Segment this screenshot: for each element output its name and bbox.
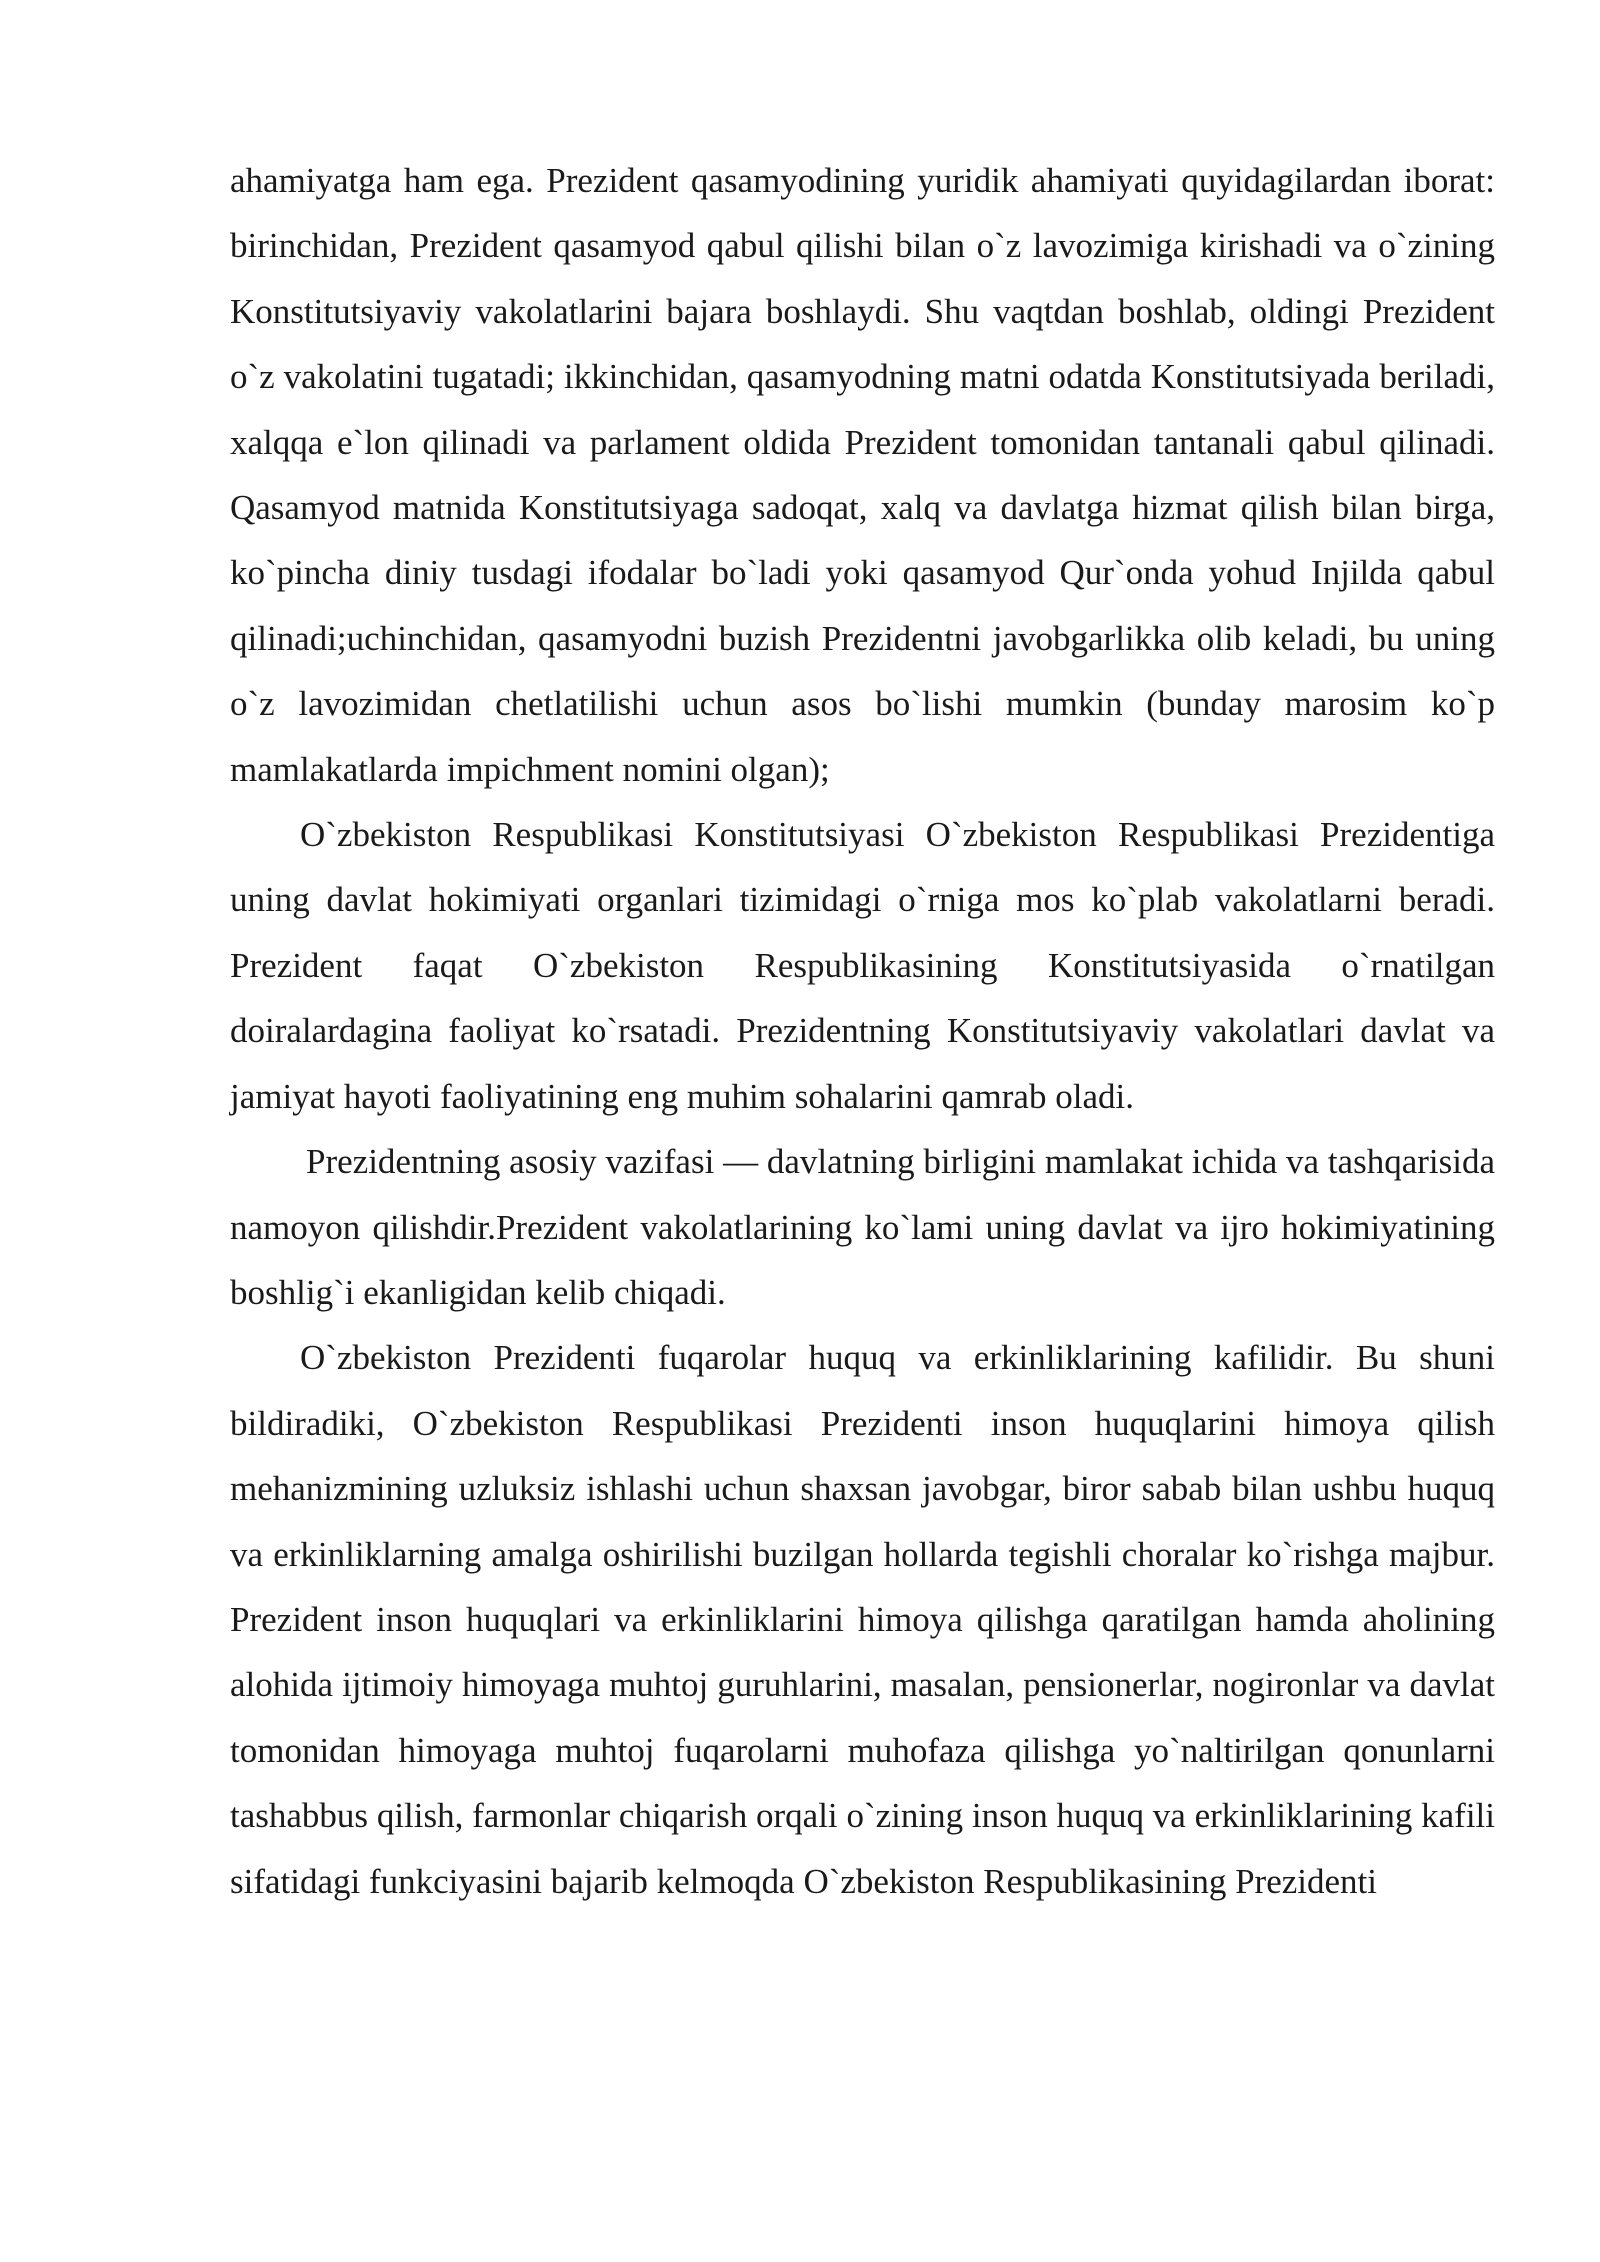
- paragraph-rights-guarantor: O`zbekiston Prezidenti fuqarolar huquq va erkinliklarining kafilidir. Bu shuni bildiradiki, O`zbekiston Respublikasi Prezidenti inson huquqlarini himoya qilish mehanizmining uzluksiz ishlashi uchun shaxsan javobgar, biror sabab bilan ushbu huquq va erkinliklarning amalga oshirilishi buzilgan hollarda tegishli choralar ko`rishga majbur. Prezident inson huquqlari va erkinliklarini himoya qilishga qaratilgan hamda aholining alohida ijtimoiy himoyaga muhtoj guruhlarini, masalan, pensionerlar, nogironlar va davlat tomonidan himoyaga muhtoj fuqarolarni muhofaza qilishga yo`naltirilgan qonunlarni tashabbus qilish, farmonlar chiqarish orqali o`zining inson huquq va erkinliklarining kafili sifatidagi funkciyasini bajarib kelmoqda O`zbekiston Respublikasining Prezidenti: [230, 1338, 1495, 1901]
- paragraph-constitution-powers: O`zbekiston Respublikasi Konstitutsiyasi O`zbekiston Respublikasi Prezidentiga uning davlat hokimiyati organlari tizimidagi o`rniga mos ko`plab vakolatlarni beradi. Prezident faqat O`zbekiston Respublikasining Konstitutsiyasida o`rnatilgan doiralardagina faoliyat ko`rsatadi. Prezidentning Konstitutsiyaviy vakolatlari davlat va jamiyat hayoti faoliyatining eng muhim sohalarini qamrab oladi.: [230, 815, 1495, 1116]
- paragraph-qasamyod-significance: ahamiyatga ham ega. Prezident qasamyodining yuridik ahamiyati quyidagilardan iborat: birinchidan, Prezident qasamyod qabul qilishi bilan o`z lavozimiga kirishadi va o`zining Konstitutsiyaviy vakolatlarini bajara boshlaydi. Shu vaqtdan boshlab, oldingi Prezident o`z vakolatini tugatadi; ikkinchidan, qasamyodning matni odatda Konstitutsiyada beriladi, xalqqa e`lon qilinadi va parlament oldida Prezident tomonidan tantanali qabul qilinadi. Qasamyod matnida Konstitutsiyaga sadoqat, xalq va davlatga hizmat qilish bilan birga, ko`pincha diniy tusdagi ifodalar bo`ladi yoki qasamyod Qur`onda yohud Injilda qabul qilinadi;uchinchidan, qasamyodni buzish Prezidentni javobgarlikka olib keladi, bu uning o`z lavozimidan chetlatilishi uchun asos bo`lishi mumkin (bunday marosim ko`p mamlakatlarda impichment nomini olgan);: [230, 161, 1495, 789]
- document-body: [230, 148, 1495, 1914]
- paragraph-main-task: Prezidentning asosiy vazifasi — davlatning birligini mamlakat ichida va tashqarisida namoyon qilishdir.Prezident vakolatlarining ko`lami uning davlat va ijro hokimiyatining boshlig`i ekanligidan kelib chiqadi.: [230, 1142, 1495, 1312]
